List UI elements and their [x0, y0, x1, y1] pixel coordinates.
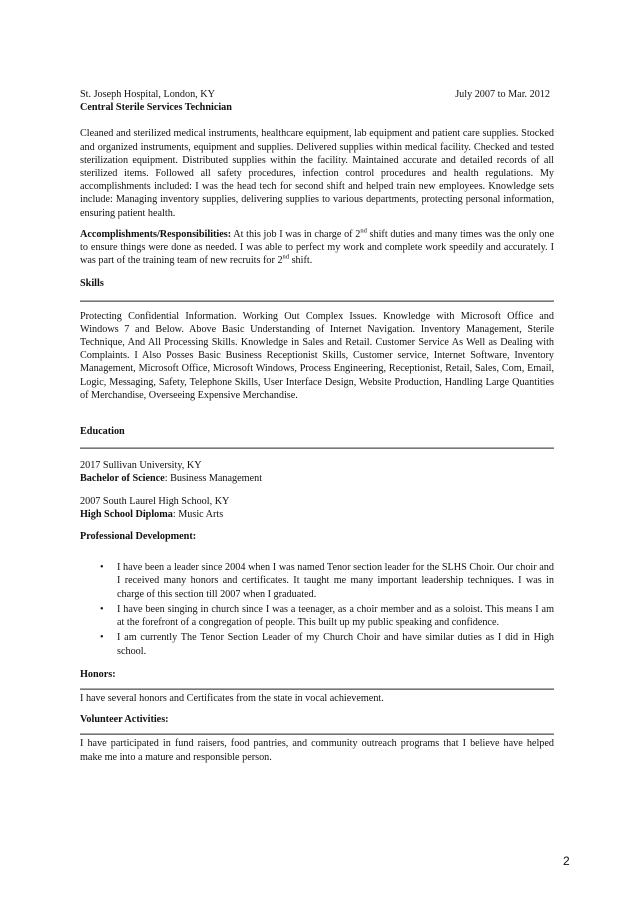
volunteer-text: I have participated in fund raisers, food pantries, and community outreach programs that I believe have helped make me into a mature and responsible person.	[80, 738, 554, 763]
bullet-icon: •	[100, 603, 104, 615]
superscript-nd-2: nd	[282, 253, 290, 261]
accomplishments-text-c: shift.	[289, 255, 313, 267]
list-item	[80, 603, 554, 629]
professional-list	[80, 561, 554, 657]
skills-text: Protecting Confidential Information. Working Out Complex Issues. Knowledge with Microsoft Office and Windows 7 and Below. Above Basic Understanding of Internet Navigation. Inventory Management, Sterile Technique, And All Processing Skills. Knowledge in Sales and Retail. Customer Service As Well as Dealing with Complaints. I Also Posses Basic Business Receptionist Skills, Customer service, Internet Software, Inventory Management, Microsoft Office, Microsoft Windows, Process Engineering, Receptionist, Retail, Sales, Com, Email, Logic, Messaging, Safety, Telephone Skills, User Interface Design, Website Production, Handling Large Quantities of Merchandise, Overseeing Expensive Merchandise.	[80, 310, 554, 401]
education-degree-2	[80, 508, 554, 521]
job-header-row	[80, 88, 554, 101]
list-item	[80, 631, 554, 657]
professional-item-text: I have been a leader since 2004 when I was named Tenor section leader for the SLHS Choir. Our choir and I received many honors and certificates. It taught me many important leadership techniques. I was in charge of this section till 2007 when I graduated.	[117, 562, 554, 600]
education-degree-1	[80, 472, 554, 485]
degree-1-label: Bachelor of Science	[80, 473, 165, 485]
accomplishments-text-a: At this job I was in charge of 2	[231, 228, 361, 240]
bullet-icon: •	[100, 562, 104, 574]
honors-heading: Honors:	[80, 668, 116, 680]
degree-2-value: : Music Arts	[172, 508, 224, 520]
volunteer-heading: Volunteer Activities:	[80, 714, 169, 726]
job-dates: July 2007 to Mar. 2012	[455, 89, 550, 100]
education-school-1: 2017 Sullivan University, KY	[80, 460, 202, 472]
education-school-2: 2007 South Laurel High School, KY	[80, 495, 230, 507]
superscript-nd: nd	[360, 227, 367, 235]
job-accomplishments	[80, 228, 554, 268]
page-number: 2	[563, 854, 570, 868]
job-employer: St. Joseph Hospital, London, KY	[80, 89, 215, 100]
accomplishments-text-b: shift duties and many times was the only one to ensure things were done as needed. I was able to perfect my work and complete work speedily and accurately. I was part of the training team of new recruits for 2	[80, 228, 554, 267]
degree-2-label: High School Diploma	[80, 508, 173, 520]
job-description: Cleaned and sterilized medical instruments, healthcare equipment, lab equipment and patient care supplies. Stocked and organized instruments, equipment and supplies. Delivered supplies within medical facility. Checked and tested sterilization equipment. Distributed supplies within the facility. Maintained accurate and detailed records of all sterilized items. Followed all safety procedures, infection control procedures and health regulations. My accomplishments included: I was the head tech for second shift and helped train new employees. Knowledge sets include: Managing inventory supplies, delivering supplies to various departments, protecting personal information, ensuring patient health.	[80, 128, 554, 219]
resume-content	[80, 88, 554, 764]
degree-1-value: : Business Management	[164, 473, 263, 485]
accomplishments-label: Accomplishments/Responsibilities:	[80, 228, 232, 240]
list-item	[80, 561, 554, 601]
professional-heading: Professional Development:	[80, 531, 197, 543]
professional-item-text: I have been singing in church since I was a teenager, as a choir member and as a soloist. This means I am at the forefront of a congregation of people. This built up my public speaking and confidence.	[117, 603, 554, 629]
job-title: Central Sterile Services Technician	[80, 102, 232, 114]
education-heading: Education	[80, 426, 125, 438]
professional-item-text: I am currently The Tenor Section Leader of my Church Choir and have similar duties as I did in High school.	[117, 632, 554, 657]
skills-heading: Skills	[80, 278, 104, 290]
honors-text: I have several honors and Certificates from the state in vocal achievement.	[80, 692, 384, 704]
bullet-icon: •	[100, 632, 104, 644]
